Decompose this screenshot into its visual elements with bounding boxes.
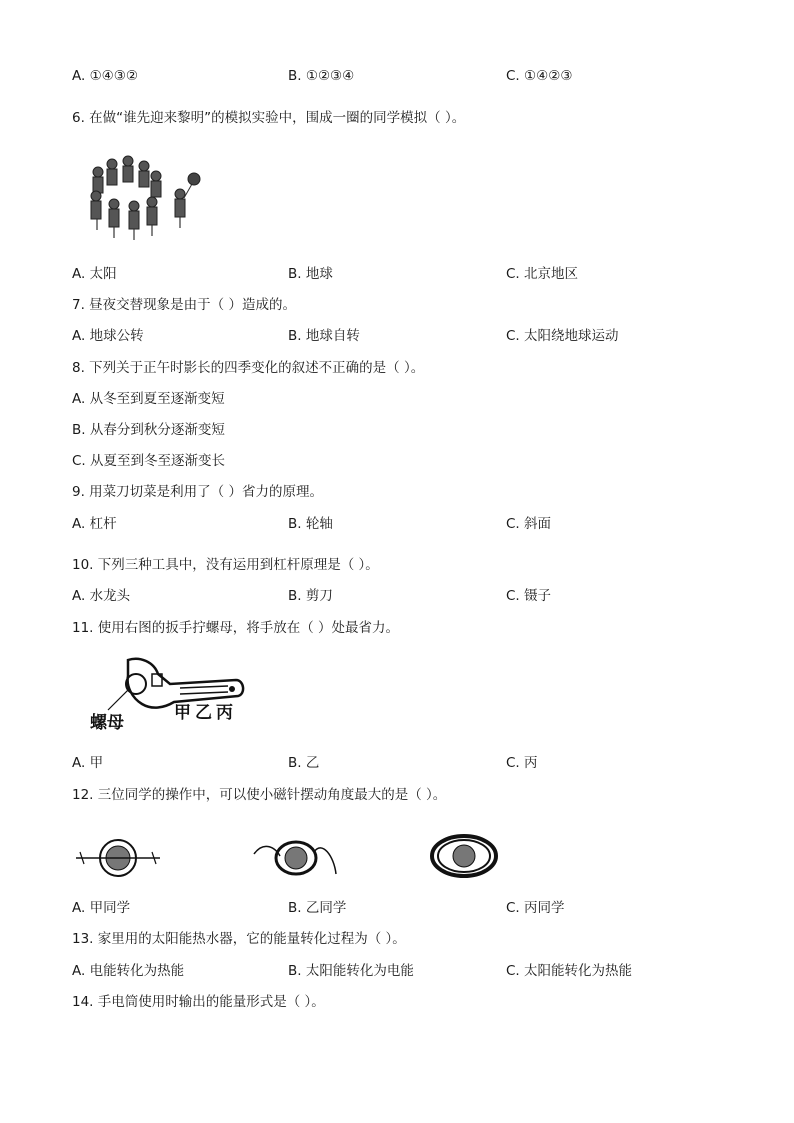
q12-option-a: A. 甲同学 [72, 900, 131, 916]
q8-option-b: B. 从春分到秋分逐渐变短 [72, 422, 225, 438]
q7-stem: 7. 昼夜交替现象是由于（ ）造成的。 [72, 297, 296, 313]
wrench-label-bing: 丙 [216, 703, 233, 723]
q12-option-c: C. 丙同学 [506, 900, 565, 916]
wrench-figure [88, 650, 248, 732]
wrench-label-jia: 甲 [174, 703, 191, 723]
q7-option-b: B. 地球自转 [288, 328, 360, 344]
q11-option-b: B. 乙 [288, 755, 320, 771]
compass-figure-yi [250, 830, 340, 882]
q8-option-c: C. 从夏至到冬至逐渐变长 [72, 453, 226, 469]
q9-option-b: B. 轮轴 [288, 516, 333, 532]
q13-option-b: B. 太阳能转化为电能 [288, 963, 414, 979]
q7-option-a: A. 地球公转 [72, 328, 144, 344]
q8-option-a: A. 从冬至到夏至逐渐变短 [72, 391, 225, 407]
wrench-label-nut: 螺母 [90, 713, 124, 732]
compass-figure-bing [428, 830, 502, 882]
q11-option-c: C. 丙 [506, 755, 538, 771]
q7-option-c: C. 太阳绕地球运动 [506, 328, 619, 344]
q12-stem: 12. 三位同学的操作中，可以使小磁针摆动角度最大的是（ ）。 [72, 787, 447, 803]
q9-option-c: C. 斜面 [506, 516, 552, 532]
q10-option-b: B. 剪刀 [288, 588, 333, 604]
q10-option-a: A. 水龙头 [72, 588, 131, 604]
students-circle-figure [84, 152, 204, 244]
q13-option-c: C. 太阳能转化为热能 [506, 963, 633, 979]
q6-stem: 6. 在做“谁先迎来黎明”的模拟实验中，围成一圈的同学模拟（ ）。 [72, 110, 466, 126]
q5-option-a: A. ①④③② [72, 68, 138, 84]
q10-option-c: C. 镊子 [506, 588, 552, 604]
compass-figure-jia [76, 834, 160, 882]
q5-option-c: C. ①④②③ [506, 68, 573, 84]
q9-stem: 9. 用菜刀切菜是利用了（ ）省力的原理。 [72, 484, 323, 500]
q12-option-b: B. 乙同学 [288, 900, 347, 916]
q14-stem: 14. 手电筒使用时输出的能量形式是（ ）。 [72, 994, 325, 1010]
q10-stem: 10. 下列三种工具中，没有运用到杠杆原理是（ ）。 [72, 557, 379, 573]
q11-stem: 11. 使用右图的扳手拧螺母，将手放在（ ）处最省力。 [72, 620, 400, 636]
q5-option-b: B. ①②③④ [288, 68, 355, 84]
q6-option-c: C. 北京地区 [506, 266, 579, 282]
q6-option-b: B. 地球 [288, 266, 333, 282]
q9-option-a: A. 杠杆 [72, 516, 117, 532]
q8-stem: 8. 下列关于正午时影长的四季变化的叙述不正确的是（ ）。 [72, 360, 425, 376]
q6-option-a: A. 太阳 [72, 266, 117, 282]
q13-stem: 13. 家里用的太阳能热水器，它的能量转化过程为（ ）。 [72, 931, 406, 947]
q13-option-a: A. 电能转化为热能 [72, 963, 185, 979]
wrench-label-yi: 乙 [195, 703, 212, 723]
q11-option-a: A. 甲 [72, 755, 104, 771]
